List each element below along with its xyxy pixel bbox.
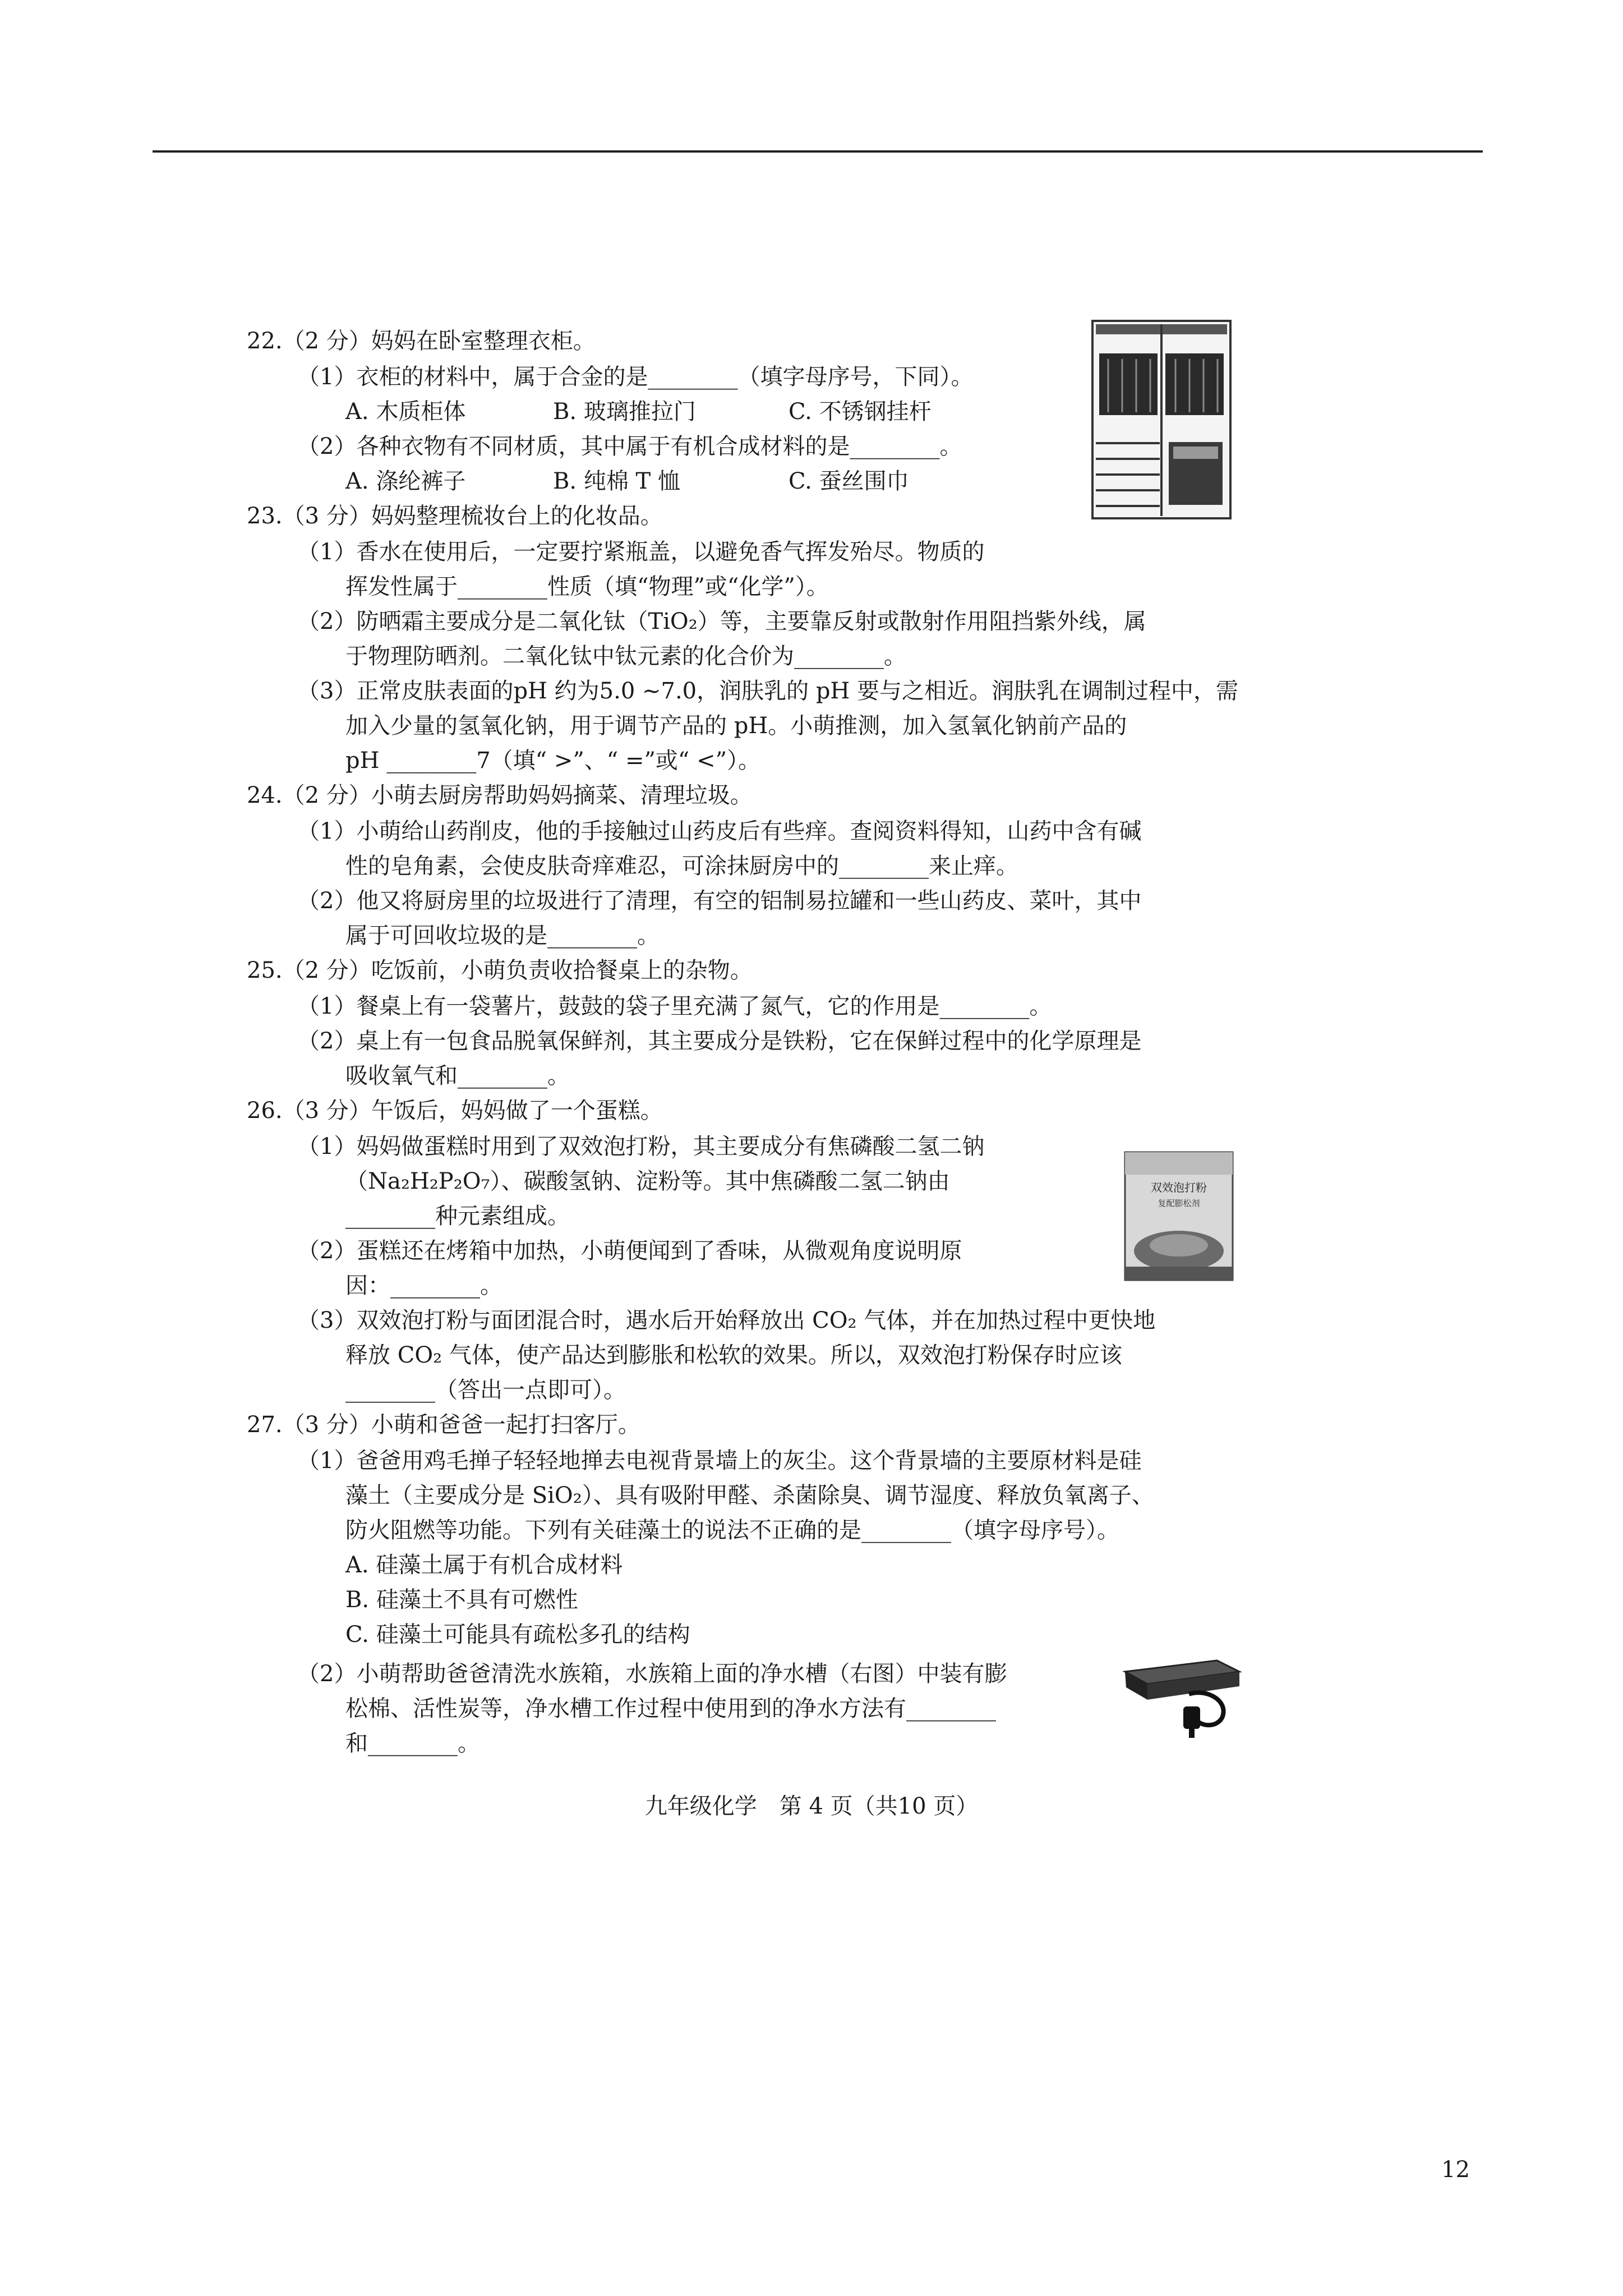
q25-part2-line1: （2）桌上有一包食品脱氧保鲜剂，其主要成分是铁粉，它在保鲜过程中的化学原理是	[297, 1028, 1142, 1054]
q26-part1-line2: （Na₂H₂P₂O₇）、碳酸氢钠、淀粉等。其中焦磷酸二氢二钠由	[345, 1168, 950, 1194]
page-footer: 九年级化学 第 4 页（共10 页）	[644, 1793, 979, 1819]
page-number: 12	[1441, 2157, 1470, 2183]
water-filter-figure	[1122, 1655, 1243, 1739]
q27-option-c: C. 硅藻土可能具有疏松多孔的结构	[345, 1622, 690, 1648]
q26-heading: 26.（3 分）午饭后，妈妈做了一个蛋糕。	[247, 1098, 663, 1124]
wardrobe-figure	[1091, 320, 1232, 519]
q24-heading: 24.（2 分）小萌去厨房帮助妈妈摘菜、清理垃圾。	[247, 783, 753, 808]
q26-part1-line3: ________种元素组成。	[345, 1203, 570, 1229]
package-subtitle: 复配膨松剂	[1158, 1198, 1200, 1208]
q24-part2-line2: 属于可回收垃圾的是________。	[345, 923, 660, 949]
q27-part1-line2: 藻土（主要成分是 SiO₂）、具有吸附甲醛、杀菌除臭、调节湿度、释放负氧离子、	[345, 1483, 1154, 1508]
q25-heading: 25.（2 分）吃饭前，小萌负责收拾餐桌上的杂物。	[247, 958, 753, 983]
q22-option-c: C. 不锈钢挂杆	[789, 399, 932, 425]
q23-part3-line3: pH ________7（填“ >”、“ =”或“ <”）。	[345, 748, 761, 774]
q22-option-a2: A. 涤纶裤子	[345, 468, 466, 494]
q25-part2-line2: 吸收氧气和________。	[345, 1063, 570, 1089]
baking-powder-package-figure	[1124, 1151, 1234, 1281]
q22-option-b2: B. 纯棉 T 恤	[553, 468, 680, 494]
q23-part2-line1: （2）防晒霜主要成分是二氧化钛（TiO₂）等，主要靠反射或散射作用阻挡紫外线，属	[297, 609, 1146, 634]
q23-part1-line2: 挥发性属于________性质（填“物理”或“化学”）。	[345, 574, 829, 600]
q26-part2-line1: （2）蛋糕还在烤箱中加热，小萌便闻到了香味，从微观角度说明原	[297, 1238, 962, 1264]
q25-part1: （1）餐桌上有一袋薯片，鼓鼓的袋子里充满了氮气，它的作用是________。	[297, 993, 1052, 1019]
q26-part3-line2: 释放 CO₂ 气体，使产品达到膨胀和松软的效果。所以，双效泡打粉保存时应该	[345, 1342, 1122, 1368]
q22-option-b: B. 玻璃推拉门	[553, 399, 696, 425]
q27-option-a: A. 硅藻土属于有机合成材料	[345, 1552, 623, 1578]
q27-part1-line3: 防火阻燃等功能。下列有关硅藻土的说法不正确的是________（填字母序号）。	[345, 1517, 1119, 1543]
q23-part3-line2: 加入少量的氢氧化钠，用于调节产品的 pH。小萌推测，加入氢氧化钠前产品的	[345, 713, 1127, 739]
q22-part2: （2）各种衣物有不同材质，其中属于有机合成材料的是________。	[297, 434, 962, 459]
q26-part3-line1: （3）双效泡打粉与面团混合时，遇水后开始释放出 CO₂ 气体，并在加热过程中更快地	[297, 1308, 1156, 1333]
q24-part2-line1: （2）他又将厨房里的垃圾进行了清理，有空的铝制易拉罐和一些山药皮、菜叶，其中	[297, 888, 1142, 914]
package-title: 双效泡打粉	[1151, 1181, 1207, 1194]
q23-part3-line1: （3）正常皮肤表面的pH 约为5.0 ~7.0，润肤乳的 pH 要与之相近。润肤乳在调制过程中，需	[297, 678, 1239, 704]
q22-option-c2: C. 蚕丝围巾	[789, 468, 909, 494]
q26-part1-line1: （1）妈妈做蛋糕时用到了双效泡打粉，其主要成分有焦磷酸二氢二钠	[297, 1134, 985, 1159]
q22-heading: 22.（2 分）妈妈在卧室整理衣柜。	[247, 328, 596, 354]
q24-part1-line2: 性的皂角素，会使皮肤奇痒难忍，可涂抹厨房中的________来止痒。	[345, 853, 1018, 879]
q27-heading: 27.（3 分）小萌和爸爸一起打扫客厅。	[247, 1412, 640, 1438]
q22-part1: （1）衣柜的材料中，属于合金的是________（填字母序号，下同）。	[297, 364, 974, 390]
q24-part1-line1: （1）小萌给山药削皮，他的手接触过山药皮后有些痒。查阅资料得知，山药中含有碱	[297, 818, 1142, 844]
q27-part1-line1: （1）爸爸用鸡毛掸子轻轻地掸去电视背景墙上的灰尘。这个背景墙的主要原材料是硅	[297, 1448, 1142, 1474]
q23-part2-line2: 于物理防晒剂。二氧化钛中钛元素的化合价为________。	[345, 643, 906, 669]
header-rule	[153, 150, 1483, 153]
q23-part1-line1: （1）香水在使用后，一定要拧紧瓶盖，以避免香气挥发殆尽。物质的	[297, 539, 985, 565]
q22-option-a: A. 木质柜体	[345, 399, 466, 425]
q27-part2-line3: 和________。	[345, 1731, 480, 1756]
q26-part2-line2: 因：________。	[345, 1273, 502, 1299]
q23-heading: 23.（3 分）妈妈整理梳妆台上的化妆品。	[247, 503, 663, 529]
q27-part2-line1: （2）小萌帮助爸爸清洗水族箱，水族箱上面的净水槽（右图）中装有膨	[297, 1661, 1007, 1687]
q27-part2-line2: 松棉、活性炭等，净水槽工作过程中使用到的净水方法有________	[345, 1696, 996, 1722]
q27-option-b: B. 硅藻土不具有可燃性	[345, 1587, 578, 1613]
q26-part3-line3: ________（答出一点即可）。	[345, 1377, 626, 1403]
